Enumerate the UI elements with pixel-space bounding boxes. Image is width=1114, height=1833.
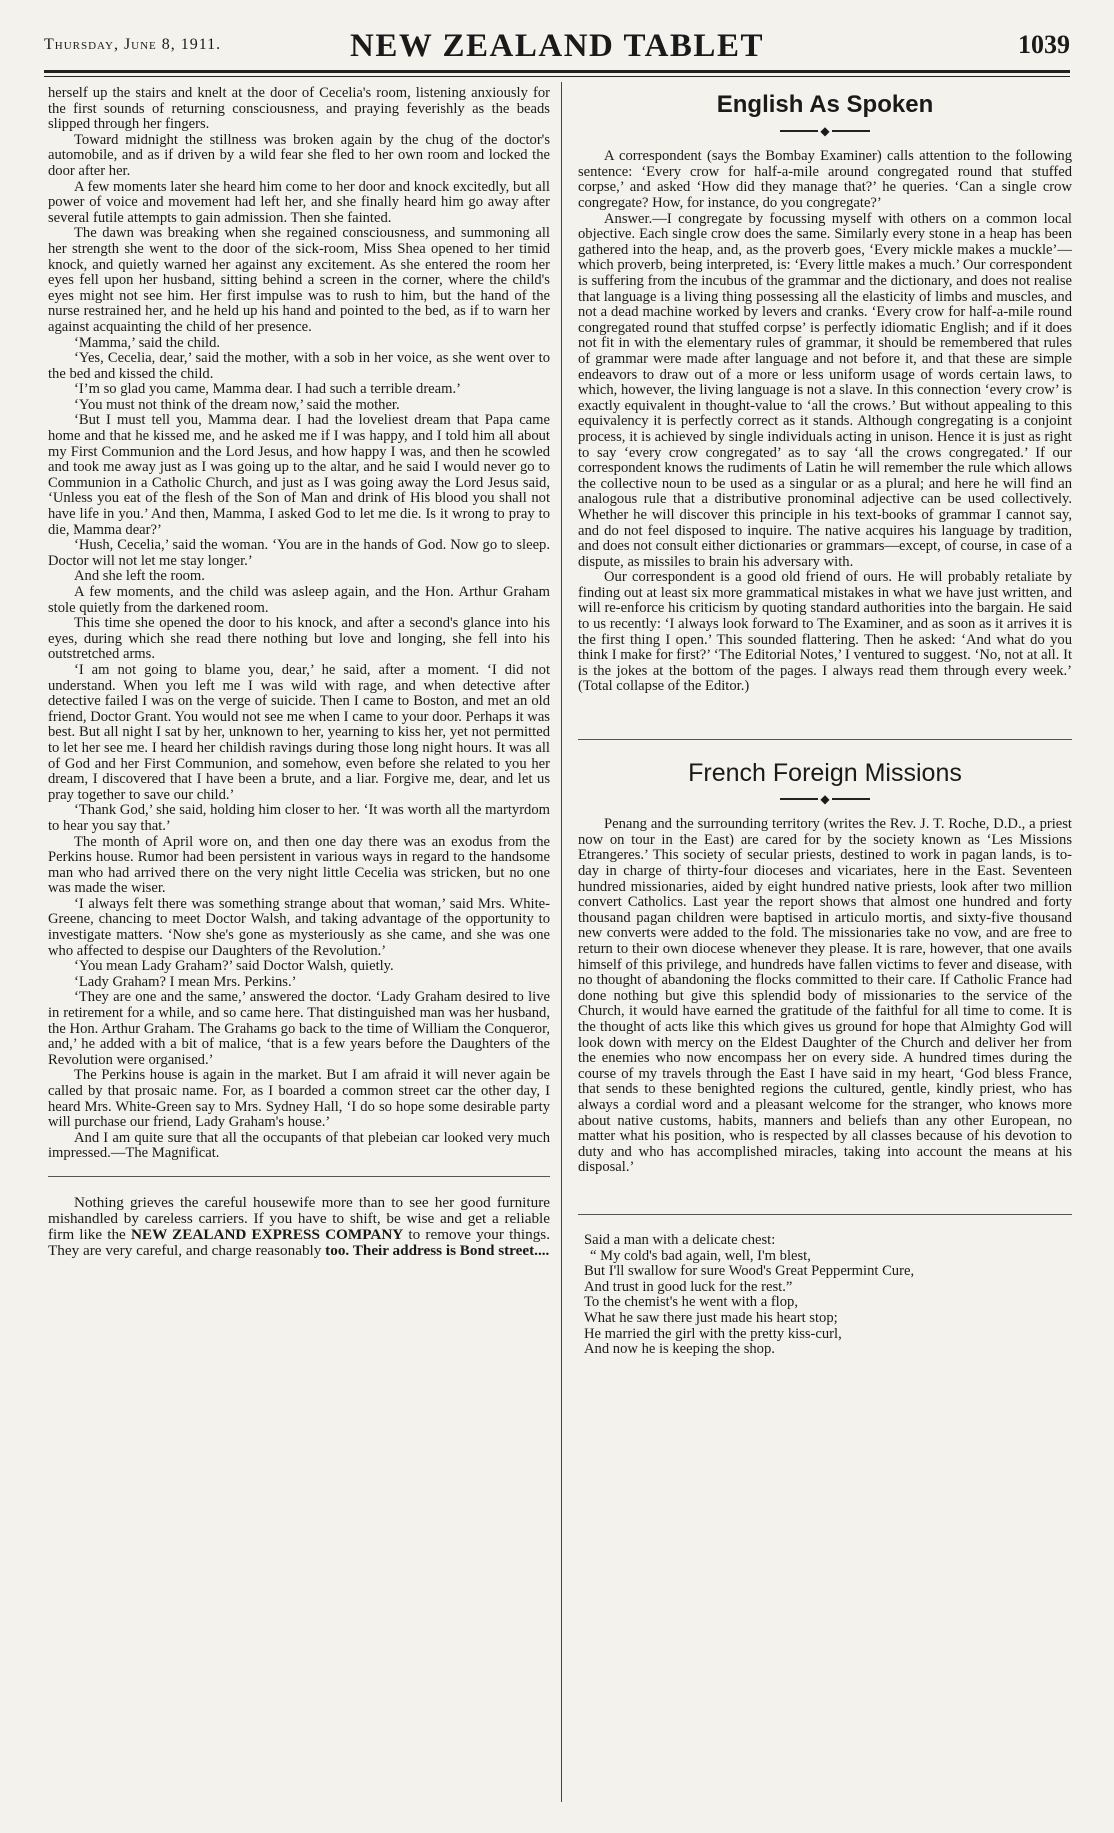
diamond-icon: ◆ bbox=[820, 124, 830, 139]
advert-line-2: to remove your things. They are very careful, and charge reasonably bbox=[48, 1225, 551, 1259]
story-continuation bbox=[48, 86, 550, 1162]
story-paragraph: ‘I always felt there was something strange about that woman,’ said Mrs. White-Greene, chancing to meet Doctor Walsh, and taking advantage of the opportunity to investigate matters. ‘Now she's gone as mysteriously as she came, and she was one who affected to despise our Daughters of the Revolution.’ bbox=[48, 895, 550, 959]
story-paragraph: And I am quite sure that all the occupants of that plebeian car looked very much impressed.—The Magnificat. bbox=[48, 1129, 550, 1162]
article-paragraph: A correspondent (says the Bombay Examiner) calls attention to the following sentence: ‘Every crow for half-a-mile around congregated round that stuffed corpse,’ and asked ‘How did they manage that?’ he queries. ‘Can a single crow congregate? How, for instance, do you congregate?’ bbox=[578, 148, 1072, 212]
article-heading: English As Spoken bbox=[716, 91, 934, 118]
story-paragraph: ‘But I must tell you, Mamma dear. I had the loveliest dream that Papa came home and that he kissed me, and he asked me if I was happy, and I told him all about my First Communion and the Lord Jesus, and how happy I was, and then he scowled and took me away just as I was going up to the altar, and he said I would never go to Communion in a Catholic Church, and just as I was going away the Lord Jesus said, ‘Unless you eat of the flesh of the Son of Man and drink of His blood you shall not have life in you.’ And then, Mamma, I asked God to let me die. Is it wrong to pray to die, Mamma dear?’ bbox=[48, 412, 550, 538]
verse-line: To the chemist's he went with a flop, bbox=[584, 1294, 798, 1311]
issue-date: Thursday, June 8, 1911. bbox=[44, 36, 222, 53]
story-paragraph: A few moments later she heard him come to her door and knock excitedly, but all power of voice and movement had left her, and she finally heard him go away after several futile attempts to gain admission. Then she fainted. bbox=[48, 178, 550, 226]
article-english-as-spoken bbox=[578, 90, 1072, 695]
article-french-foreign-missions bbox=[578, 758, 1072, 1176]
section-divider bbox=[48, 1176, 550, 1177]
story-paragraph: ‘They are one and the same,’ answered the doctor. ‘Lady Graham desired to live in retirement for a while, and so came here. That distinguished man was her husband, the Hon. Arthur Graham. The Grahams go back to the time of William the Conqueror, and,’ he added with a bit of malice, ‘that is a few years before the Daughters of the Revolution were organised.’ bbox=[48, 989, 550, 1068]
article-heading: French Foreign Missions bbox=[688, 759, 962, 788]
story-paragraph: ‘Hush, Cecelia,’ said the woman. ‘You are in the hands of God. Now go to sleep. Doctor will not let me stay longer.’ bbox=[48, 537, 550, 569]
story-paragraph: ‘Lady Graham? I mean Mrs. Perkins.’ bbox=[74, 973, 297, 990]
article-paragraph: Penang and the surrounding territory (writes the Rev. J. T. Roche, D.D., a priest now on tour in the East) are cared for by the society known as ‘Les Missions Etrangeres.’ This society of secular priests, destined to work in pagan lands, is to-day in charge of thirty-four dioceses and vicariates, here in the East. Seventeen hundred missionaries, aided by eight hundred native priests, look after two million convert Catholics. Last year the report shows that almost one hundred and forty thousand pagan children were baptised in articulo mortis, and sixty-five thousand new converts were added to the fold. The missionaries take no vow, and are free to return to their own diocese whenever they please. It is rare, however, that one avails himself of this privilege, and hundreds have fallen victims to fever and disease, with no thought of abandoning the flocks committed to their care. If Catholic France had done nothing but give this splendid body of missionaries to the service of the Church, it would have earned the gratitude of the faithful for all time to come. It is the thought of acts like this which gives us ground for hope that Almighty God will look down with mercy on the Eldest Daughter of the Church and deliver her from the enemies who now encompass her on every side. A hundred times during the course of my travels through the East I have said in my heart, ‘God bless France, that sends to these benighted regions the cultured, gentle, kindly priest, who has always a cordial word and a pleasant welcome for the stranger, who knows more about native customs, habits, manners and beliefs than any other European, no matter what his position, who is respected by all classes because of his devotion to duty and who has accomplished miracles, taking into account the means at his disposal.’ bbox=[578, 816, 1072, 1176]
story-paragraph: The dawn was breaking when she regained consciousness, and summoning all her strength she went to the door of the sick-room, Miss Shea opened to her timid knock, and quietly warned her against any excitement. As she entered the room her eyes fell upon her husband, sitting behind a screen in the corner, where the child's eyes might not see him. Her first impulse was to rush to him, but the hand of the nurse restrained her, and he held up his hand and pointed to the bed, as if to warn her against acquainting the child of her presence. bbox=[48, 225, 550, 335]
advert-text bbox=[48, 1195, 550, 1259]
story-paragraph: ‘You mean Lady Graham?’ said Doctor Walsh, quietly. bbox=[74, 958, 394, 975]
verse bbox=[578, 1233, 1072, 1358]
advert-line-1: Nothing grieves the careful housewife more than to see her good furniture mishandled by careless carriers. If you have to shift, be wise and get a reliable firm like the bbox=[48, 1193, 550, 1243]
advertisement bbox=[48, 1195, 550, 1259]
story-paragraph: And she left the room. bbox=[74, 568, 205, 585]
story-paragraph: The month of April wore on, and then one day there was an exodus from the Perkins house. Rumor had been persistent in various ways in regard to the handsome man who had arrived there on the very night little Cecelia was stricken, but no one was made the wiser. bbox=[48, 833, 550, 897]
story-paragraph: herself up the stairs and knelt at the door of Cecelia's room, listening anxiously for the first sounds of returning consciousness, and praying feverishly as the beads slipped through her fingers. bbox=[48, 85, 550, 133]
newspaper-title: NEW ZEALAND TABLET bbox=[350, 28, 764, 64]
story-paragraph: This time she opened the door to his knock, and after a second's glance into his eyes, during which she read there nothing but love and longing, she fell into his outstretched arms. bbox=[48, 615, 550, 663]
verse-line: And now he is keeping the shop. bbox=[584, 1341, 775, 1358]
heading-ornament bbox=[578, 792, 1072, 805]
right-column bbox=[578, 86, 1072, 1358]
story-paragraph: Toward midnight the stillness was broken again by the chug of the doctor's automobile, and as if driven by a wild fear she fled to her own room and locked the door after her. bbox=[48, 131, 550, 179]
masthead bbox=[44, 24, 1070, 68]
story-paragraph: The Perkins house is again in the market. But I am afraid it will never again be called by that prosaic name. For, as I boarded a common street car the other day, I heard Mrs. White-Green say to Mrs. Sydney Hall, ‘I do so hope some desirable party will purchase our friend, Lady Graham's house.’ bbox=[48, 1067, 550, 1131]
section-divider bbox=[578, 739, 1072, 740]
masthead-rule bbox=[44, 70, 1070, 77]
left-column bbox=[48, 86, 550, 1259]
heading-ornament bbox=[578, 124, 1072, 137]
story-paragraph: ‘I am not going to blame you, dear,’ he said, after a moment. ‘I did not understand. When you left me I was wild with rage, and when detective after detective failed I was on the verge of suicide. Then I came to Boston, and met an old friend, Doctor Grant. You would not see me when I came to your door. Perhaps it was best. But all night I sat by her, unknown to her, yearning to kiss her, yet not permitted to let her see me. I heard her childish ravings during those long night hours. It was all of God and her First Communion, and somehow, even before she related to you her dream, I discovered that I have been a brute, and a liar. Forgive me, dear, and let us pray together to save our child.’ bbox=[48, 661, 550, 803]
column-divider bbox=[561, 82, 562, 1802]
story-paragraph: ‘Thank God,’ she said, holding him closer to her. ‘It was worth all the martyrdom to hear you say that.’ bbox=[48, 802, 550, 834]
page-number: 1039 bbox=[1018, 30, 1070, 59]
story-paragraph: ‘Mamma,’ said the child. bbox=[74, 334, 221, 351]
story-paragraph: ‘I’m so glad you came, Mamma dear. I had such a terrible dream.’ bbox=[74, 381, 461, 398]
verse-line: He married the girl with the pretty kiss-curl, bbox=[584, 1325, 842, 1342]
section-divider bbox=[578, 1214, 1072, 1215]
article-paragraph: Our correspondent is a good old friend of ours. He will probably retaliate by finding out at least six more grammatical mistakes in what we have just written, and will re-enforce his criticism by quoting standard authorities into the bargain. He said to us recently: ‘I always look forward to The Examiner, and as soon as it arrives it is the first thing I open.’ This sounded flattering. Then he asked: ‘And what do you think I make for first?’ ‘The Editorial Notes,’ I ventured to suggest. ‘No, not at all. It is the jokes at the bottom of the pages. I always read them through every week.’ (Total collapse of the Editor.) bbox=[578, 569, 1072, 695]
story-paragraph: ‘You must not think of the dream now,’ said the mother. bbox=[74, 396, 400, 413]
verse-line: “ My cold's bad again, well, I'm blest, bbox=[590, 1247, 811, 1264]
diamond-icon: ◆ bbox=[820, 792, 830, 807]
advert-company: NEW ZEALAND EXPRESS COMPANY bbox=[130, 1225, 404, 1243]
story-paragraph: ‘Yes, Cecelia, dear,’ said the mother, with a sob in her voice, as she went over to the bed and kissed the child. bbox=[48, 350, 550, 382]
verse-line: Said a man with a delicate chest: bbox=[584, 1231, 776, 1248]
story-paragraph: A few moments, and the child was asleep again, and the Hon. Arthur Graham stole quietly from the darkened room. bbox=[48, 584, 550, 616]
verse-line: What he saw there just made his heart stop; bbox=[584, 1309, 838, 1326]
verse-line: And trust in good luck for the rest.” bbox=[584, 1278, 793, 1295]
advert-line-3: too. Their address is Bond street.... bbox=[325, 1241, 550, 1259]
verse-line: But I'll swallow for sure Wood's Great Peppermint Cure, bbox=[584, 1263, 915, 1280]
article-paragraph: Answer.—I congregate by focussing myself with others on a common local objective. Each single crow does the same. Similarly every stone in a heap has been gathered into the heap, and, as the proverb goes, ‘Every mickle makes a muckle’—which proverb, being interpreted, is: ‘Every little makes a much.’ Our correspondent is suffering from the incubus of the grammar and the dictionary, and does not realise that language is a living thing possessing all the elasticity of limbs and muscles, and not a dead machine worked by levers and cranks. ‘Every crow for half-a-mile round congregated round that stuffed corpse’ is perfectly idiomatic English; and if it does not fit in with the elementary rules of grammar, it should be remembered that rules of grammar were made after language and not before it, and that these are simple endeavors to draw out of a more or less uniform usage of words certain laws, to which, however, the living language is not a slave. In this connection ‘every crow’ is exactly equivalent in thought-value to ‘all the crows.’ But without appealing to this equivalency it is perfectly correct as it stands. Although congregating is a conjoint process, it is achieved by single individuals acting in unison. Hence it is just as right to say ‘every crow congregated’ as to say ‘all the crows congregated.’ If our correspondent knows the rudiments of Latin he will remember the rule which allows the collective noun to be used as a singular or as a plural; and here he will find an analogous rule that a distributive pronominal adjective can be used collectively. Whether he will discover this principle in his text-books of grammar I cannot say, and do not feel disposed to inquire. The native acquires his language by tradition, and does not consult either dictionaries or grammars—except, of course, in case of a dispute, as missiles to brain his adversary with. bbox=[578, 210, 1072, 570]
